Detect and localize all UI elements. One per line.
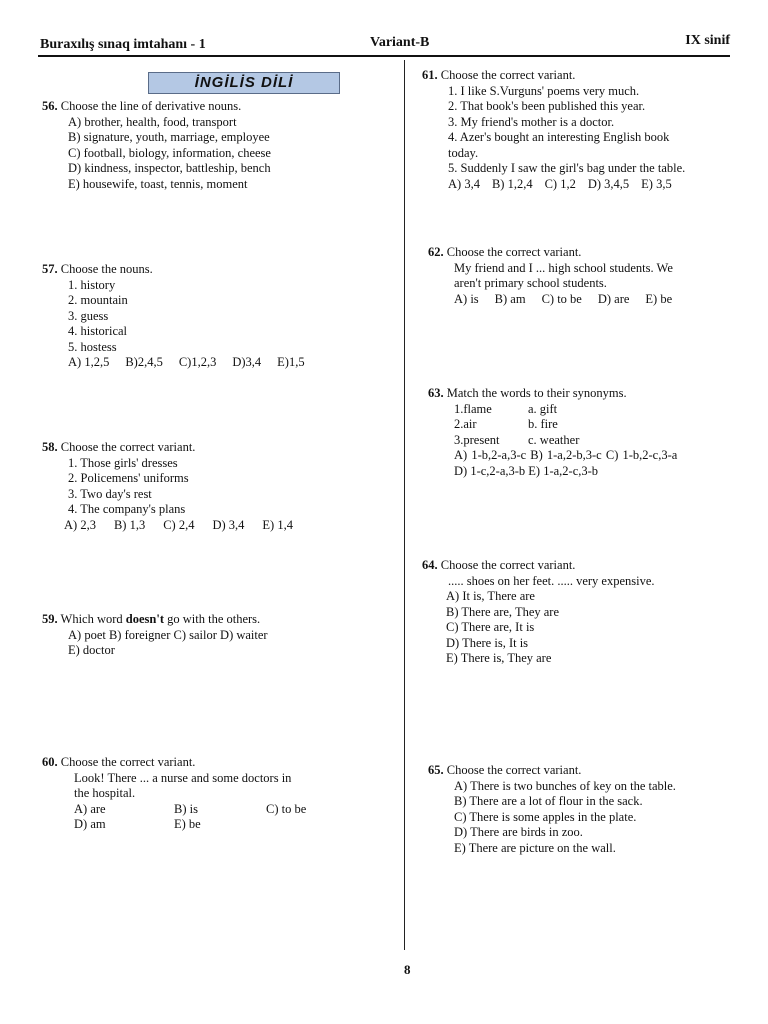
question-59 xyxy=(42,612,268,659)
option: A) It is, There are xyxy=(446,589,535,603)
answer-option: E) 3,5 xyxy=(641,176,672,191)
question-text: Choose the line of derivative nouns. xyxy=(60,99,242,113)
question-text: Choose the correct variant. xyxy=(440,68,576,82)
answer-option: C)1,2,3 xyxy=(178,355,217,369)
list-item: 2. Policemens' uniforms xyxy=(68,471,189,485)
variant-label: Variant-B xyxy=(370,35,430,50)
answer-option: E)1,5 xyxy=(277,355,305,369)
option: E) There is, They are xyxy=(446,651,552,665)
question-text: Choose the correct variant. xyxy=(446,245,582,259)
list-item: 1. I like S.Vurguns' poems very much. xyxy=(448,83,640,98)
question-emphasis: doesn't xyxy=(125,612,164,626)
question-number: 56. xyxy=(42,99,58,113)
list-item: 2. mountain xyxy=(68,293,128,307)
answers-line: A) 1-b,2-a,3-c B) 1-a,2-b,3-c C) 1-b,2-c,3-a xyxy=(454,448,678,462)
question-65 xyxy=(428,763,676,856)
answer-option: C) to be xyxy=(266,801,307,816)
question-sentence: the hospital. xyxy=(74,786,136,800)
list-item: 1. history xyxy=(68,277,116,292)
question-number: 63. xyxy=(428,386,444,400)
list-item: 2. That book's been published this year. xyxy=(448,99,646,113)
option: C) There are, It is xyxy=(446,620,535,634)
list-item: 5. Suddenly I saw the girl's bag under the table. xyxy=(448,161,686,175)
option: A) There is two bunches of key on the table. xyxy=(454,778,676,793)
list-item: 3. Two day's rest xyxy=(68,486,152,501)
option: B) There are, They are xyxy=(446,604,560,619)
answer-grid xyxy=(42,802,346,833)
answer-row xyxy=(42,355,305,371)
question-number: 64. xyxy=(422,558,438,572)
question-text: Match the words to their synonyms. xyxy=(446,386,627,400)
option: D) kindness, inspector, battleship, bench xyxy=(68,161,271,175)
question-57 xyxy=(42,262,305,371)
synonym: a. gift xyxy=(528,401,558,416)
question-text: Which word xyxy=(60,612,126,626)
question-sentence: aren't primary school students. xyxy=(454,276,607,290)
answer-option: A) 2,3 xyxy=(64,517,96,532)
question-63 xyxy=(428,386,677,479)
subject-banner: İNGİLİS DİLİ xyxy=(148,72,340,94)
answers-line: D) 1-c,2-a,3-b E) 1-a,2-c,3-b xyxy=(454,463,599,478)
answer-row xyxy=(428,292,673,308)
word: 1.flame xyxy=(454,401,492,416)
answer-option: B) 1,3 xyxy=(113,517,146,532)
answer-option: A) is xyxy=(454,291,479,306)
question-60 xyxy=(42,755,346,833)
answer-option: C) 2,4 xyxy=(163,517,195,532)
synonym: b. fire xyxy=(528,417,558,431)
answer-option: D) 3,4,5 xyxy=(587,176,630,191)
answer-option: B) is xyxy=(174,801,198,816)
grade-label: IX sinif xyxy=(685,33,730,48)
answer-option: D) 3,4 xyxy=(212,517,245,532)
question-64 xyxy=(422,558,655,667)
question-sentence: My friend and I ... high school students. We xyxy=(454,260,673,275)
list-item: today. xyxy=(448,145,479,160)
question-text-end: go with the others. xyxy=(164,612,261,626)
option: D) There are birds in zoo. xyxy=(454,825,583,839)
answer-option: E) be xyxy=(645,291,673,306)
option: C) football, biology, information, cheese xyxy=(68,145,271,160)
synonym: c. weather xyxy=(528,432,580,447)
question-number: 65. xyxy=(428,763,444,777)
column-divider xyxy=(404,60,405,950)
page-header xyxy=(0,33,768,55)
question-number: 59. xyxy=(42,612,58,626)
answer-row xyxy=(42,518,293,534)
option: B) There are a lot of flour in the sack. xyxy=(454,794,643,808)
question-62 xyxy=(428,245,673,307)
answer-option: E) be xyxy=(174,817,201,831)
header-rule xyxy=(38,55,730,57)
list-item: 3. My friend's mother is a doctor. xyxy=(448,114,615,129)
word: 3.present xyxy=(454,432,500,447)
list-item: 4. The company's plans xyxy=(68,502,186,516)
page-number: 8 xyxy=(404,962,411,977)
question-sentence: ..... shoes on her feet. ..... very expensive. xyxy=(448,573,655,588)
question-number: 61. xyxy=(422,68,438,82)
answer-option: C) to be xyxy=(541,291,582,306)
option: C) There is some apples in the plate. xyxy=(454,809,637,824)
question-text: Choose the correct variant. xyxy=(446,763,582,777)
option: D) There is, It is xyxy=(446,635,529,650)
question-text: Choose the correct variant. xyxy=(440,558,576,572)
options-line: A) poet B) foreigner C) sailor D) waiter xyxy=(68,627,268,642)
list-item: 4. historical xyxy=(68,324,128,338)
question-number: 57. xyxy=(42,262,58,276)
option: E) housewife, toast, tennis, moment xyxy=(68,176,248,191)
synonym-table xyxy=(428,402,677,449)
answer-option: C) 1,2 xyxy=(544,176,576,191)
option: A) brother, health, food, transport xyxy=(68,114,237,129)
answer-option: D) am xyxy=(74,817,106,831)
answer-option: B)2,4,5 xyxy=(125,355,163,369)
answer-option: E) 1,4 xyxy=(262,517,293,532)
answer-option: A) 1,2,5 xyxy=(68,355,110,369)
question-number: 58. xyxy=(42,440,58,454)
question-58 xyxy=(42,440,293,533)
answer-option: A) 3,4 xyxy=(448,176,480,191)
question-sentence: Look! There ... a nurse and some doctors in xyxy=(74,770,292,785)
question-text: Choose the correct variant. xyxy=(60,440,196,454)
question-56 xyxy=(42,99,271,192)
options-line: E) doctor xyxy=(68,643,115,657)
list-item: 5. hostess xyxy=(68,339,117,354)
list-item: 3. guess xyxy=(68,308,109,323)
question-number: 60. xyxy=(42,755,58,769)
answer-option: D)3,4 xyxy=(232,355,262,369)
list-item: 1. Those girls' dresses xyxy=(68,455,178,470)
option: B) signature, youth, marriage, employee xyxy=(68,130,270,144)
answer-option: D) are xyxy=(597,291,630,306)
question-text: Choose the nouns. xyxy=(60,262,153,276)
answer-option: B) am xyxy=(494,291,526,306)
answer-option: B) 1,2,4 xyxy=(491,176,533,191)
question-61 xyxy=(422,68,685,192)
list-item: 4. Azer's bought an interesting English book xyxy=(448,130,670,144)
word: 2.air xyxy=(454,417,477,431)
exam-title: Buraxılış sınaq imtahanı - 1 xyxy=(40,37,206,52)
answer-row xyxy=(422,177,685,193)
question-number: 62. xyxy=(428,245,444,259)
answer-option: A) are xyxy=(74,801,106,816)
option: E) There are picture on the wall. xyxy=(454,840,616,855)
question-text: Choose the correct variant. xyxy=(60,755,196,769)
